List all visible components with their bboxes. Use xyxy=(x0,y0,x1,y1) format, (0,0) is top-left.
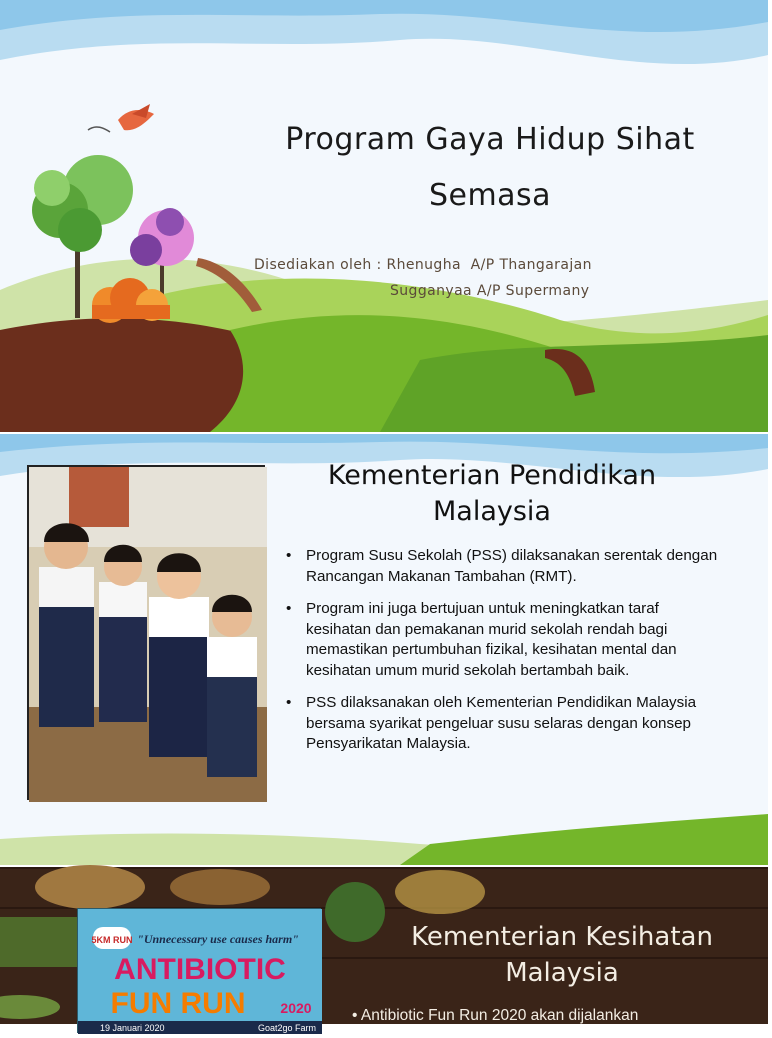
education-ministry-slide xyxy=(0,434,768,865)
bullet-item: • Antibiotic Fun Run 2020 akan dijalankan xyxy=(352,1007,772,1025)
bullet-item: • PSS dilaksanakan oleh Kementerian Pendidikan Malaysia bersama syarikat pengeluar susu selaras dengan konsep Pensyarikatan Malaysia. xyxy=(284,693,724,755)
poster-tagline: "Unnecessary use causes harm" xyxy=(137,932,299,946)
slide-title: Program Gaya Hidup Sihat Semasa xyxy=(285,122,695,213)
poster-title-line1: ANTIBIOTIC xyxy=(114,953,286,986)
slide-title: Kementerian Pendidikan Malaysia xyxy=(327,460,657,527)
poster-badge: 5KM RUN xyxy=(91,935,133,945)
health-ministry-slide xyxy=(0,867,768,1033)
fun-run-poster xyxy=(77,908,321,1033)
poster-venue: Goat2go Farm xyxy=(258,1023,317,1033)
credit-line-2: Sugganyaa A/P Supermany xyxy=(390,283,590,299)
bullet-item: • Program Susu Sekolah (PSS) dilaksanakan serentak dengan Rancangan Makanan Tambahan (RMT). xyxy=(284,546,724,587)
credit-line-1: Disediakan oleh : Rhenugha A/P Thangarajan xyxy=(254,257,592,273)
bullet-item: • Program ini juga bertujuan untuk meningkatkan taraf kesihatan dan pemakanan murid sekolah rendah bagi memastikan pertumbuhan fizikal, kesihatan mental dan kesihatan umum murid sekolah bertambah baik. xyxy=(284,599,724,681)
poster-year: 2020 xyxy=(280,1000,312,1016)
bullet-list xyxy=(284,546,724,767)
slide-title: Kementerian Kesihatan Malaysia xyxy=(411,922,713,988)
poster-title-line2: FUN RUN xyxy=(110,987,246,1020)
title-slide xyxy=(0,0,768,432)
school-children-photo xyxy=(27,465,265,800)
poster-date: 19 Januari 2020 xyxy=(100,1023,165,1033)
